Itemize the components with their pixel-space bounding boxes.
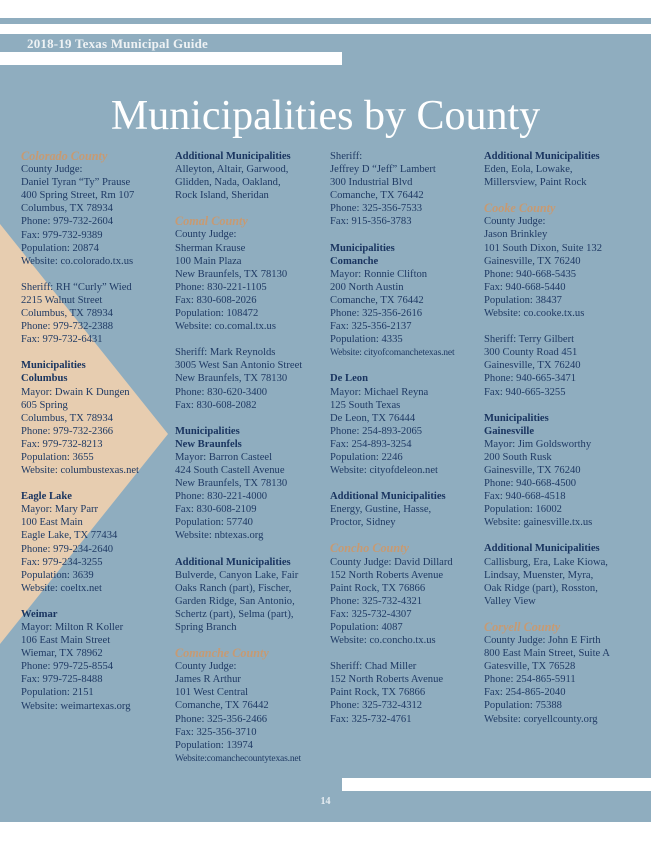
section-heading: Additional Municipalities [175,556,291,568]
spacer [484,608,634,621]
directory-line: Sherman Krause [175,242,246,254]
directory-line: Phone: 325-356-2466 [175,713,268,725]
directory-line: Phone: 325-356-7533 [330,203,423,215]
spacer [21,268,171,281]
directory-line: Mayor: Mary Parr [21,504,99,516]
section-heading: Municipalities [21,360,86,372]
section-heading: Additional Municipalities [330,491,446,503]
directory-line: Fax: 830-608-2026 [175,294,257,306]
directory-line: Website: columbustexas.net [21,465,140,477]
spacer [484,320,634,333]
section-heading: Eagle Lake [21,491,72,503]
directory-line: Fax: 979-732-9389 [21,229,103,241]
directory-line: Population: 75388 [484,700,562,712]
directory-line: Phone: 979-732-2604 [21,216,114,228]
directory-line: County Judge: [175,229,237,241]
directory-line: Daniel Tyran “Ty” Prause [21,177,131,189]
directory-line: Gainesville, TX 76240 [484,464,581,476]
directory-line: Fax: 979-725-8488 [21,674,103,686]
directory-line: Website: cityofdeleon.net [330,465,438,477]
directory-line: New Braunfels, TX 78130 [175,478,288,490]
directory-line: Fax: 979-732-8213 [21,438,103,450]
bottom-margin [0,822,651,845]
spacer [484,399,634,412]
directory-line: Population: 4335 [330,334,403,346]
section-heading: Municipalities [175,425,240,437]
footer-strip [342,778,651,791]
county-heading: Coryell County [484,619,561,634]
directory-line: Website: co.cooke.tx.us [484,308,585,320]
directory-line: Gatesville, TX 76528 [484,661,576,673]
directory-line: Fax: 254-893-3254 [330,438,412,450]
directory-line: Website: co.colorado.tx.us [21,255,134,267]
directory-line: 152 North Roberts Avenue [330,569,444,581]
directory-line: County Judge: David Dillard [330,556,453,568]
directory-line: Columbus, TX 78934 [21,412,113,424]
directory-line: Paint Rock, TX 76866 [330,582,426,594]
directory-line: Proctor, Sidney [330,517,396,529]
directory-line: Mayor: Ronnie Clifton [330,268,428,280]
directory-line: Phone: 979-234-2640 [21,543,114,555]
spacer [330,477,480,490]
directory-line: Phone: 325-356-2616 [330,308,423,320]
directory-line: De Leon, TX 76444 [330,412,416,424]
directory-line: Website: coeltx.net [21,582,102,594]
guide-title: 2018-19 Texas Municipal Guide [27,36,208,51]
directory-line: Website: weimartexas.org [21,700,131,712]
directory-line: Population: 38437 [484,294,562,306]
directory-line: Phone: 830-221-4000 [175,491,268,503]
directory-line: Rock Island, Sheridan [175,190,269,202]
directory-line: 100 Main Plaza [175,255,242,267]
directory-line: Bulverde, Canyon Lake, Fair [175,569,299,581]
section-heading: Additional Municipalities [484,151,600,162]
directory-line: Phone: 254-865-5911 [484,674,576,686]
county-heading: Colorado County [21,149,108,163]
directory-line: Phone: 940-668-5435 [484,268,577,280]
page-number: 14 [320,796,331,807]
spacer [175,412,325,425]
directory-line: Fax: 325-732-4761 [330,713,412,725]
directory-line: Population: 2246 [330,451,403,463]
county-heading: Comanche County [175,646,269,661]
directory-line: Phone: 940-665-3471 [484,373,577,385]
directory-line: Population: 3655 [21,451,94,463]
directory-line: Sheriff: Chad Miller [330,661,417,673]
directory-line: Phone: 979-725-8554 [21,661,114,673]
directory-line: County Judge: John E Firth [484,635,601,646]
directory-line: Millersview, Paint Rock [484,177,587,189]
section-heading: Municipalities [330,242,395,254]
directory-line: Fax: 940-668-4518 [484,491,566,503]
directory-line: 424 South Castell Avenue [175,464,285,476]
directory-line: Fax: 940-665-3255 [484,386,566,398]
section-heading: Gainesville [484,425,535,437]
directory-line: Sheriff: [330,151,363,162]
directory-line: 101 West Central [175,687,249,699]
directory-line: Phone: 325-732-4312 [330,700,423,712]
directory-line: Gainesville, TX 76240 [484,255,581,267]
directory-line: Phone: 830-221-1105 [175,281,267,293]
directory-line: 300 County Road 451 [484,347,578,359]
directory-line: Fax: 915-356-3783 [330,216,412,228]
directory-line: 200 South Rusk [484,451,552,463]
spacer [330,229,480,242]
directory-line: Callisburg, Era, Lake Kiowa, [484,556,608,568]
directory-line: Phone: 979-732-2388 [21,321,114,333]
directory-line: Eden, Eola, Lowake, [484,164,573,176]
directory-line: 800 East Main Street, Suite A [484,648,610,660]
directory-line: Valley View [484,595,536,607]
directory-line: Website: cityofcomanchetexas.net [330,347,455,359]
directory-line: Sheriff: RH “Curly” Wied [21,281,132,293]
directory-line: Population: 2151 [21,687,94,699]
directory-line: Phone: 325-732-4321 [330,595,423,607]
section-heading: Additional Municipalities [484,543,600,555]
directory-line: Phone: 940-668-4500 [484,478,577,490]
directory-line: 101 South Dixon, Suite 132 [484,242,603,254]
directory-line: Sheriff: Terry Gilbert [484,334,575,346]
column-2 [175,150,325,765]
directory-line: Paint Rock, TX 76866 [330,687,426,699]
spacer [484,529,634,542]
directory-line: Jeffrey D “Jeff” Lambert [330,164,436,176]
directory-line: Fax: 979-732-6431 [21,334,103,346]
directory-line: Population: 108472 [175,308,259,320]
directory-line: Columbus, TX 78934 [21,203,113,215]
directory-line: 100 East Main [21,517,83,529]
spacer [21,346,171,359]
page-title: Municipalities by County [110,93,541,139]
directory-line: 400 Spring Street, Rm 107 [21,190,135,202]
directory-line: 300 Industrial Blvd [330,177,413,189]
directory-line: 3005 West San Antonio Street [175,360,303,372]
directory-line: Website: nbtexas.org [175,530,264,542]
directory-line: Eagle Lake, TX 77434 [21,530,118,542]
directory-line: Oak Ridge (part), Rosston, [484,582,598,594]
directory-line: Population: 4087 [330,622,403,633]
directory-line: Lindsay, Muenster, Myra, [484,569,594,581]
directory-line: 152 North Roberts Avenue [330,674,444,686]
directory-line: Mayor: Jim Goldsworthy [484,438,592,450]
directory-line: Fax: 254-865-2040 [484,687,566,699]
section-heading: Additional Municipalities [175,151,291,162]
directory-line: Fax: 979-234-3255 [21,556,103,568]
directory-line: Comanche, TX 76442 [330,294,424,306]
directory-line: 106 East Main Street [21,635,111,647]
directory-line: Comanche, TX 76442 [330,190,424,202]
top-rule [0,18,651,24]
directory-line: Wiemar, TX 78962 [21,648,103,660]
directory-line: 605 Spring [21,399,68,411]
column-1 [21,150,171,713]
directory-line: Phone: 254-893-2065 [330,425,423,437]
directory-line: County Judge: [21,164,83,176]
directory-line: Sheriff: Mark Reynolds [175,347,276,359]
directory-line: Schertz (part), Selma (part), [175,608,294,620]
directory-line: Garden Ridge, San Antonio, [175,595,295,607]
directory-line: Comanche, TX 76442 [175,700,269,712]
directory-line: Fax: 940-668-5440 [484,281,566,293]
directory-line: Columbus, TX 78934 [21,308,113,320]
section-heading: De Leon [330,373,368,385]
spacer [330,359,480,372]
directory-line: 125 South Texas [330,399,401,411]
directory-line: County Judge: [175,661,237,673]
directory-line: Jason Brinkley [484,229,548,241]
directory-line: Mayor: Milton R Koller [21,622,124,633]
directory-line: Population: 3639 [21,569,94,581]
directory-line: New Braunfels, TX 78130 [175,373,288,385]
directory-line: Gainesville, TX 76240 [484,360,581,372]
directory-line: Website: co.comal.tx.us [175,321,276,333]
directory-line: Website:comanchecountytexas.net [175,752,301,764]
directory-line: Population: 13974 [175,739,253,751]
directory-line: Fax: 325-732-4307 [330,608,412,620]
section-heading: Comanche [330,255,379,267]
directory-line: Website: co.concho.tx.us [330,635,436,647]
directory-line: Spring Branch [175,622,237,633]
directory-line: Website: gainesville.tx.us [484,517,593,529]
section-heading: Municipalities [484,412,549,424]
directory-line: Fax: 325-356-2137 [330,321,412,333]
directory-line: Fax: 830-608-2109 [175,504,257,516]
directory-line: Population: 16002 [484,504,562,516]
directory-line: Mayor: Barron Casteel [175,451,273,463]
directory-line: Population: 57740 [175,517,253,529]
spacer [21,477,171,490]
title-strip [0,52,342,65]
directory-line: Website: coryellcounty.org [484,713,598,725]
directory-line: 2215 Walnut Street [21,294,103,306]
directory-line: Glidden, Nada, Oakland, [175,177,281,189]
spacer [21,595,171,608]
directory-line: Phone: 830-620-3400 [175,386,268,398]
spacer [175,543,325,556]
section-heading: Weimar [21,608,58,620]
spacer [175,333,325,346]
directory-line: 200 North Austin [330,281,404,293]
directory-line: Energy, Gustine, Hasse, [330,504,432,516]
column-4 [484,150,634,726]
top-margin [0,0,651,34]
directory-line: Mayor: Michael Reyna [330,386,429,398]
directory-line: Oaks Ranch (part), Fischer, [175,582,292,594]
section-heading: Columbus [21,373,68,385]
county-heading: Cooke County [484,201,556,216]
directory-line: Fax: 830-608-2082 [175,399,257,411]
directory-line: County Judge: [484,216,546,228]
directory-line: Population: 20874 [21,242,99,254]
spacer [330,647,480,660]
directory-line: Mayor: Dwain K Dungen [21,386,130,398]
directory-line: Phone: 979-732-2366 [21,425,114,437]
directory-line: James R Arthur [175,674,241,686]
county-heading: Comal County [175,214,248,229]
directory-line: New Braunfels, TX 78130 [175,268,288,280]
column-3 [330,150,480,726]
section-heading: New Braunfels [175,438,242,450]
directory-line: Fax: 325-356-3710 [175,726,257,738]
directory-line: Alleyton, Altair, Garwood, [175,164,289,176]
county-heading: Concho County [330,541,409,556]
